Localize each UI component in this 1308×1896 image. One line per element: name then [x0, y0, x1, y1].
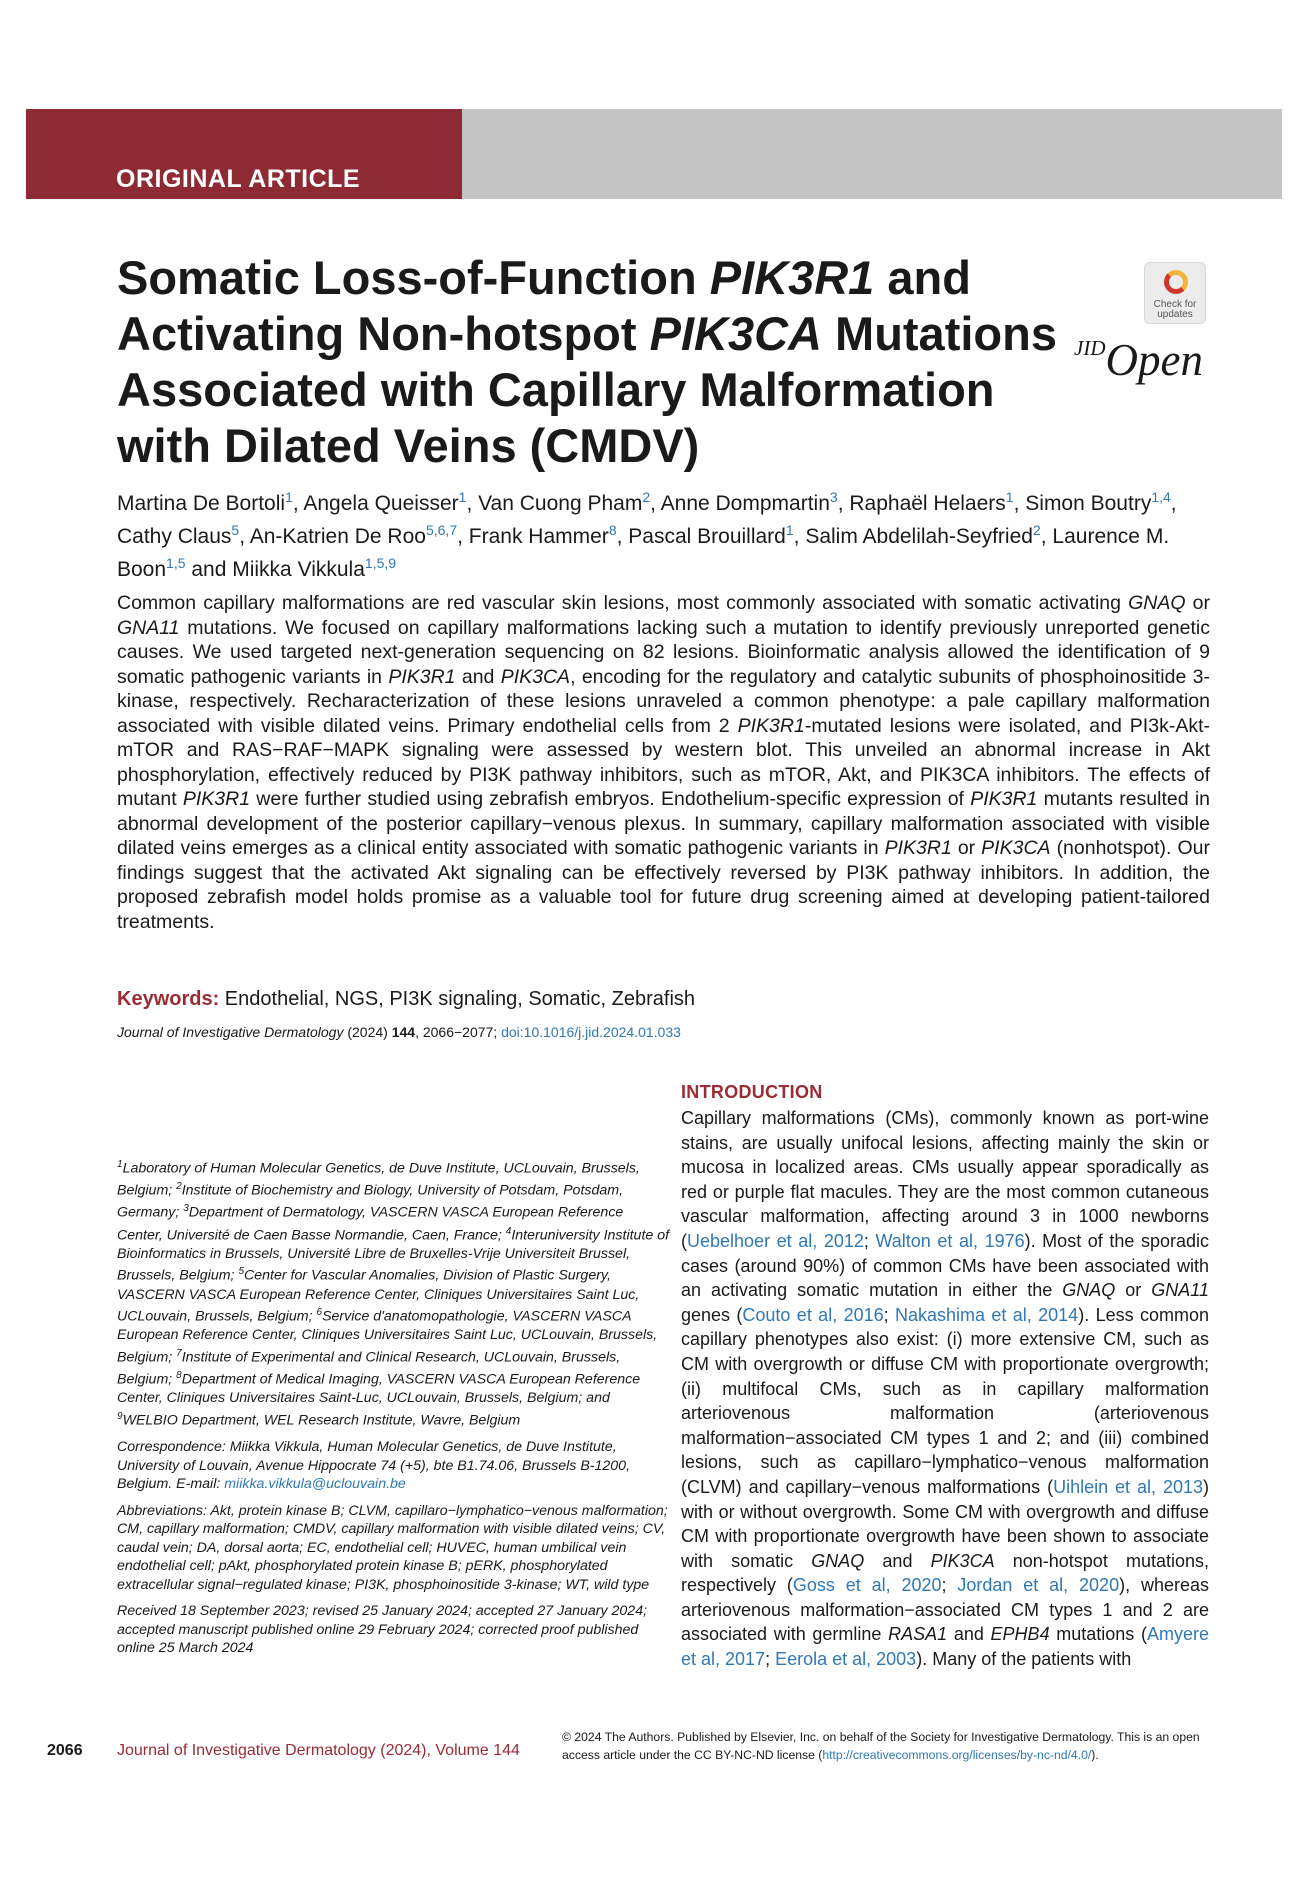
intro-text: ). Less common capillary phenotypes also exist: (i) more extensive CM, such as CM with overgrowth or diffuse CM with proportionate overgrowth; (ii) multifocal CMs, such as in capillary malformation arteriovenous malformation (arteriovenous malformation−associated CM types 1 and 2; and (iii) combined lesions, such as capillaro−lymphatico−venous malformation (CLVM) and capillary−venous malformations ( — [681, 1304, 1209, 1497]
affiliation-number: 4 — [505, 1225, 512, 1237]
affiliation-text: Department of Dermatology, VASCERN VASCA European Reference Center, Université de Caen Basse Normandie, Caen, France; — [117, 1205, 624, 1244]
reference-link[interactable]: Nakashima et al, 2014 — [894, 1304, 1079, 1325]
gene-name: PIK3R1 — [737, 714, 805, 737]
intro-text: and — [864, 1550, 931, 1571]
affiliation-text: Service d'anatomopathologie, VASCERN VASCA European Reference Center, Cliniques Universitaires Saint Luc, UCLouvain, Brussels, Belgium; — [117, 1308, 658, 1366]
citation-year: (2024) — [343, 1024, 392, 1040]
keywords-text: Endothelial, NGS, PI3K signaling, Somatic, Zebrafish — [219, 988, 696, 1010]
abstract-text: and — [455, 665, 501, 688]
jid-open-logo — [1074, 334, 1203, 386]
author-affiliation-ref[interactable]: 1 — [458, 489, 467, 505]
affiliation-number: 6 — [316, 1307, 323, 1319]
abstract-text: -mutated lesions were isolated, and PI3k-Akt-mTOR and RAS−RAF−MAPK signaling were assessed by western blot. This unveiled an abnormal increase in Akt phosphorylation, effectively reduced by PI3K pathway inhibitors, such as mTOR, Akt, and PIK3CA inhibitors. The effects of mutant — [117, 714, 1210, 810]
title-gene-2: PIK3CA — [649, 307, 822, 360]
affiliation-number: 3 — [183, 1203, 189, 1215]
title-part-3: Mutations Associated with Capillary Malformation with Dilated Veins (CMDV) — [117, 307, 1057, 472]
jid-logo-word: Open — [1105, 335, 1203, 385]
check-updates-line-1: Check for — [1153, 299, 1197, 310]
intro-text: non-hotspot mutations, respectively ( — [681, 1550, 1209, 1596]
gene-name: EPHB4 — [990, 1624, 1050, 1645]
correspondence-text: Correspondence: Miikka Vikkula, Human Molecular Genetics, de Duve Institute, University of Louvain, Avenue Hippocrate 74 (+5), bte B1.74.06, Brussels B-1200, Belgium. E-mail: — [117, 1439, 631, 1493]
reference-link[interactable]: Couto et al, 2016 — [742, 1304, 884, 1325]
gene-name: GNA11 — [1151, 1280, 1209, 1301]
author-name: Pascal Brouillard — [628, 525, 786, 548]
abstract-text: mutations. We focused on capillary malformations lacking such a mutation to identify previously unreported genetic causes. We used targeted next-generation sequencing on 82 lesions. Bioinformatic analysis allowed the identification of 9 somatic pathogenic variants in — [117, 616, 1210, 688]
affiliation-text: Interuniversity Institute of Bioinformatics in Brussels, Université Libre de Bruxelles-Vrije Universiteit Brussel, Brussels, Belgium; — [117, 1227, 670, 1285]
author-affiliation-ref[interactable]: 1,5,9 — [364, 555, 397, 571]
received-dates: Received 18 September 2023; revised 25 January 2024; accepted 27 January 2024; accepted manuscript published online 29 February 2024; corrected proof published online 25 March 2024 — [117, 1603, 648, 1657]
check-updates-label — [1145, 300, 1205, 320]
gene-name: GNA11 — [117, 616, 180, 639]
article-type-label: ORIGINAL ARTICLE — [116, 165, 361, 193]
correspondence — [117, 1438, 670, 1494]
author-affiliation-ref[interactable]: 5,6,7 — [425, 522, 458, 538]
gene-name: PIK3R1 — [884, 837, 952, 859]
intro-text: ). Many of the patients with — [916, 1649, 1132, 1670]
affiliation-text: Laboratory of Human Molecular Genetics, de Duve Institute, UCLouvain, Brussels, Belgium; — [117, 1160, 640, 1199]
author-name: Van Cuong Pham — [478, 492, 643, 515]
abstract-text: Common capillary malformations are red vascular skin lesions, most commonly associated with somatic activating — [117, 592, 1129, 614]
intro-text: and — [947, 1624, 991, 1645]
author-name: Salim Abdelilah-Seyfried — [805, 525, 1033, 548]
author-affiliation-ref[interactable]: 2 — [642, 489, 651, 505]
abbreviations: Abbreviations: Akt, protein kinase B; CLVM, capillaro−lymphatico−venous malformation; CM, capillary malformation; CMDV, capillary malformation with visible dilated veins; CV, caudal vein; DA, dorsal aorta; EC, endothelial cell; HUVEC, human umbilical vein endothelial cell; pAkt, phosphorylated protein kinase B; pERK, phosphorylated extracellular signal−regulated kinase; PI3K, phosphoinositide 3-kinase; WT, wild type — [117, 1502, 668, 1593]
intro-text: ), whereas arteriovenous malformation−associated CM types 1 and 2 are associated with germline — [681, 1575, 1209, 1645]
gene-name: PIK3CA — [500, 665, 571, 688]
introduction-heading: INTRODUCTION — [681, 1082, 823, 1102]
author-affiliation-ref[interactable]: 1 — [1005, 489, 1014, 505]
affiliation-number: 2 — [176, 1181, 182, 1193]
intro-text: or — [1115, 1280, 1152, 1301]
gene-name: GNAQ — [811, 1550, 865, 1571]
author-name: Frank Hammer — [468, 525, 609, 548]
author-affiliation-ref[interactable]: 1,4 — [1151, 489, 1171, 505]
license-link[interactable]: http://creativecommons.org/licenses/by-nc-nd/4.0/ — [822, 1748, 1092, 1762]
reference-link[interactable]: Amyere et al, 2017 — [681, 1624, 1209, 1670]
keywords — [117, 988, 695, 1011]
reference-link[interactable]: Jordan et al, 2020 — [957, 1575, 1120, 1596]
affiliation-text: Department of Medical Imaging, VASCERN VASCA European Reference Center, Cliniques Universitaires Saint-Luc, UCLouvain, Brussels, Belgium; and — [117, 1371, 641, 1407]
intro-text: genes ( — [681, 1304, 743, 1325]
check-for-updates-button[interactable] — [1144, 262, 1206, 324]
intro-text: Capillary malformations (CMs), commonly known as port-wine stains, are usually unifocal lesions, affecting mainly the skin or mucosa in localized areas. CMs usually appear sporadically as red or purple flat macules. They are the most common cutaneous vascular malformation, affecting around 3 in 1000 newborns ( — [681, 1108, 1209, 1251]
gene-name: PIK3R1 — [182, 788, 251, 810]
author-affiliation-ref[interactable]: 5 — [231, 522, 240, 538]
author-list: Martina De Bortoli$^1$, Angela Queisser$^1$, Van Cuong Pham$^2$, Anne Dompmartin$^3$, Raphaël Helaers$^1$, Simon Boutry$^{1,4}$, Cathy Claus$^5$, An-Katrien De Roo$^{5,6,7}$, Frank Hammer$^8$, Pascal Brouillard$^1$, Salim Abdelilah-Seyfried$^2$, Laurence M. Boon$^{1,5}$ and Miikka Vikkula$^{1,5,9}$ — [117, 489, 1177, 581]
banner-red-block — [26, 109, 462, 199]
author-name: Cathy Claus — [117, 525, 232, 548]
page-number: 2066 — [47, 1742, 83, 1759]
gene-name: RASA1 — [888, 1624, 948, 1645]
reference-link[interactable]: Uihlein et al, 2013 — [1053, 1476, 1203, 1497]
gene-name: GNAQ — [1128, 592, 1186, 614]
affiliation-number: 9 — [117, 1410, 123, 1422]
email-link[interactable]: miikka.vikkula@uclouvain.be — [224, 1476, 406, 1493]
citation-pages: , 2066−2077; — [415, 1024, 502, 1040]
affiliation-number: 5 — [238, 1266, 244, 1278]
reference-link[interactable]: Eerola et al, 2003 — [775, 1649, 917, 1670]
affiliation-text: Institute of Biochemistry and Biology, University of Potsdam, Potsdam, Germany; — [117, 1182, 624, 1222]
title-gene-1: PIK3R1 — [709, 251, 875, 304]
front-matter-notes — [117, 1156, 670, 1666]
author-affiliation-ref[interactable]: 2 — [1032, 522, 1041, 538]
license-end: ). — [1091, 1748, 1099, 1762]
gene-name: PIK3CA — [930, 1550, 995, 1571]
title-part-1: Somatic Loss-of-Function — [117, 251, 710, 304]
abstract-text: , encoding for the regulatory and catalytic subunits of phosphoinositide 3-kinase, respectively. Recharacterization of these lesions unraveled a common phenotype: a pale capillary malformation associated with visible dilated veins. Primary endothelial cells from 2 — [117, 665, 1210, 737]
author-affiliation-ref[interactable]: 1 — [285, 489, 293, 505]
reference-link[interactable]: Uebelhoer et al, 2012 — [687, 1230, 864, 1251]
article-title — [117, 250, 1077, 474]
article-type-banner — [26, 109, 1282, 199]
author-name: Martina De Bortoli — [117, 492, 286, 515]
doi-link[interactable]: doi:10.1016/j.jid.2024.01.033 — [501, 1024, 681, 1040]
abstract-text: (nonhotspot). Our findings suggest that the activated Akt signaling can be effectively reversed by PI3K pathway inhibitors. In addition, the proposed zebrafish model holds promise as a valuable tool for future drug screening aimed at developing patient-tailored treatments. — [117, 837, 1210, 933]
gene-name: PIK3R1 — [970, 788, 1038, 810]
check-updates-line-2: updates — [1157, 309, 1193, 320]
author-affiliation-ref[interactable]: 1,5 — [166, 555, 186, 571]
author-name: An-Katrien De Roo — [249, 525, 426, 548]
author-name: Anne Dompmartin — [660, 492, 830, 515]
reference-link[interactable]: Goss et al, 2020 — [792, 1575, 942, 1596]
author-name: Laurence M. Boon — [117, 525, 1170, 581]
intro-text: mutations ( — [1049, 1624, 1147, 1645]
license-note — [562, 1728, 1218, 1764]
author-affiliation-ref[interactable]: 1 — [785, 522, 794, 538]
abstract-text: were further studied using zebrafish embryos. Endothelium-specific expression of — [250, 788, 971, 810]
reference-link[interactable]: Walton et al, 1976 — [875, 1230, 1025, 1251]
license-text: © 2024 The Authors. Published by Elsevier, Inc. on behalf of the Society for Investigative Dermatology. This is an open access article under the CC BY-NC-ND license ( — [562, 1730, 1200, 1762]
check-updates-icon — [1164, 270, 1188, 294]
intro-text: ; — [765, 1649, 776, 1670]
keywords-label: Keywords: — [117, 988, 220, 1010]
gene-name: PIK3R1 — [388, 665, 456, 688]
abstract-text: or — [1185, 592, 1210, 614]
citation-line — [117, 1024, 681, 1040]
affiliation-number: 1 — [117, 1159, 123, 1170]
intro-text: ) with or without overgrowth. Some CM with overgrowth and diffuse CM with proportionate overgrowth have been shown to associate with somatic — [681, 1476, 1209, 1571]
abstract — [117, 591, 1210, 934]
author-name: Simon Boutry — [1025, 492, 1152, 515]
author-name: Miikka Vikkula — [232, 558, 365, 581]
affiliation-text: Institute of Experimental and Clinical Research, UCLouvain, Brussels, Belgium; — [117, 1349, 621, 1388]
author-name: Angela Queisser — [303, 492, 459, 515]
abstract-text: mutants resulted in abnormal development of the posterior capillary−venous plexus. In summary, capillary malformation associated with visible dilated veins emerges as a clinical entity associated with somatic pathogenic variants in — [117, 788, 1210, 859]
intro-text: ; — [883, 1304, 895, 1325]
citation-journal: Journal of Investigative Dermatology — [117, 1024, 344, 1040]
introduction-text — [681, 1106, 1209, 1672]
jid-logo-prefix: JID — [1074, 336, 1106, 360]
affiliation-number: 8 — [176, 1370, 182, 1382]
affiliation-number: 7 — [176, 1347, 182, 1359]
affiliation-text: WELBIO Department, WEL Research Institute, Wavre, Belgium — [122, 1412, 521, 1429]
author-affiliation-ref[interactable]: 3 — [829, 489, 838, 505]
author-affiliation-ref[interactable]: 8 — [608, 522, 617, 538]
intro-text: ; — [863, 1230, 876, 1251]
affiliation-text: Center for Vascular Anomalies, Division of Plastic Surgery, VASCERN VASCA European Reference Center, Cliniques Universitaires Saint Luc, UCLouvain, Brussels, Belgium; — [117, 1268, 640, 1325]
gene-name: PIK3CA — [981, 837, 1051, 859]
intro-text: ). Most of the sporadic cases (around 90%) of common CMs have been associated with an activating somatic mutation in either the — [681, 1230, 1209, 1301]
affiliations — [117, 1156, 670, 1430]
abstract-text: or — [951, 837, 982, 859]
title-part-2: and Activating Non-hotspot — [117, 251, 971, 360]
footer-journal: Journal of Investigative Dermatology (2024), Volume 144 — [117, 1742, 520, 1759]
author-name: Raphaël Helaers — [849, 492, 1006, 515]
intro-text: ; — [941, 1575, 958, 1596]
gene-name: GNAQ — [1062, 1280, 1116, 1301]
citation-volume: 144 — [391, 1024, 416, 1040]
